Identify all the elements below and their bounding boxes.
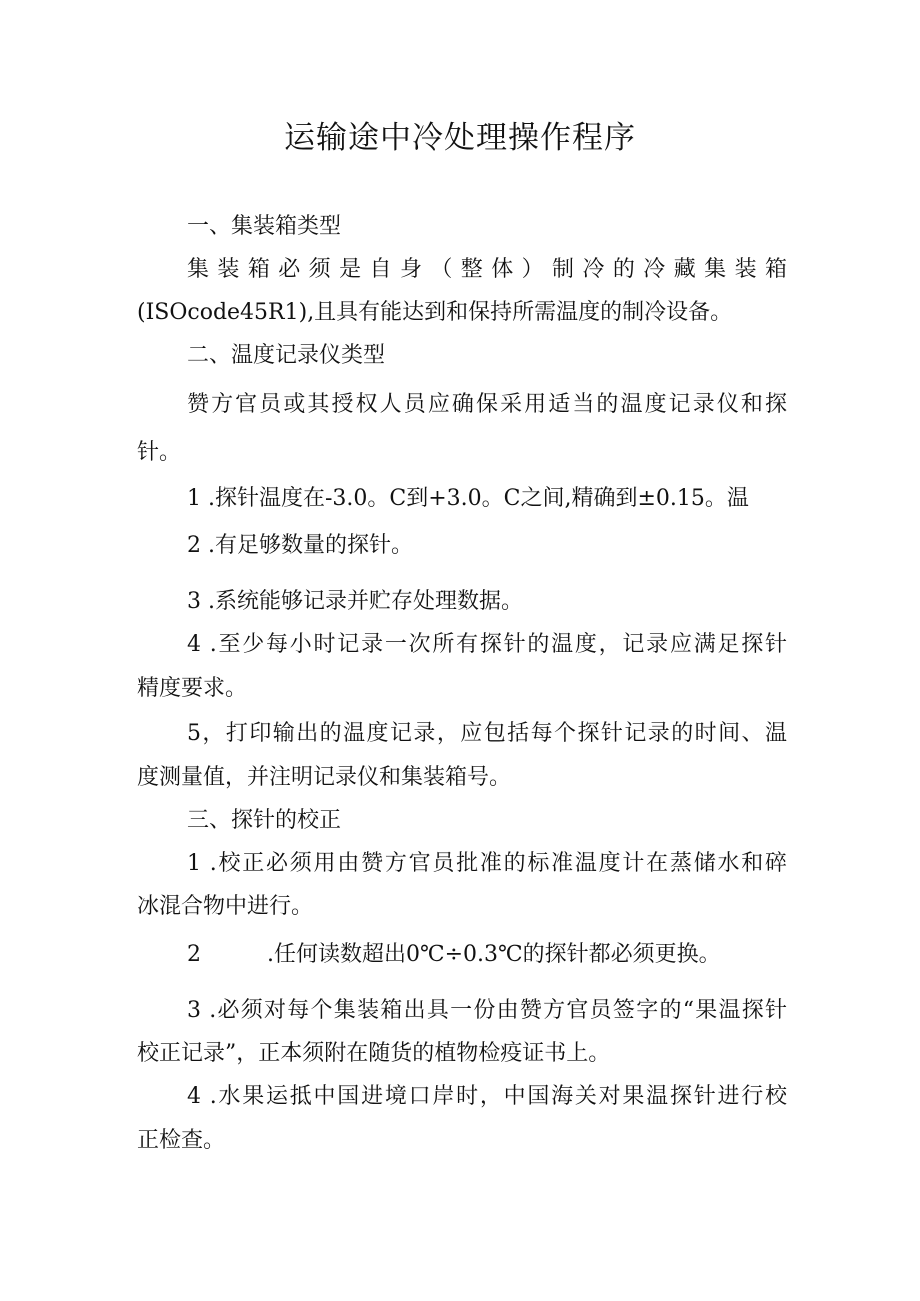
paragraph-line: (ISOcode45R1),且具有能达到和保持所需温度的制冷设备。 [137,300,733,325]
list-item-continuation: 校正记录”，正本须附在随货的植物检疫证书上。 [137,1041,611,1066]
list-item: 3 .必须对每个集装箱出具一份由赞方官员签字的“果温探针 [187,998,787,1023]
list-item: 4 .水果运抵中国进境口岸时，中国海关对果温探针进行校 [187,1084,787,1109]
list-item: 2 .有足够数量的探针。 [187,533,413,558]
paragraph-line: 赞方官员或其授权人员应确保采用适当的温度记录仪和探 [187,392,787,417]
list-item [187,940,787,970]
section-heading-container-type: 一、集装箱类型 [187,214,342,239]
list-item: 1 .探针温度在-3.0。C到+3.0。C之间,精确到±0.15。温 [187,486,749,511]
list-item-text: .任何读数超出0℃÷0.3℃的探针都必须更换。 [267,942,721,967]
paragraph-line: 集装箱必须是自身（整体）制冷的冷藏集装箱 [187,257,787,282]
list-item-continuation: 精度要求。 [137,676,248,701]
list-item: 5，打印输出的温度记录，应包括每个探针记录的时间、温 [187,721,787,746]
page-title: 运输途中冷处理操作程序 [284,120,636,156]
list-item: 1 .校正必须用由赞方官员批准的标准温度计在蒸储水和碎 [187,851,787,876]
section-heading-probe-calibration: 三、探针的校正 [187,808,342,833]
section-heading-recorder-type: 二、温度记录仪类型 [187,343,386,368]
list-item-continuation: 冰混合物中进行。 [137,894,314,919]
list-item-number: 2 [187,942,201,967]
list-item-continuation: 度测量值，并注明记录仪和集装箱号。 [137,765,512,790]
paragraph-line: 针。 [137,440,182,465]
list-item-continuation: 正检查。 [137,1128,226,1153]
list-item: 4 .至少每小时记录一次所有探针的温度，记录应满足探针 [187,632,787,657]
list-item: 3 .系统能够记录并贮存处理数据。 [187,589,523,614]
